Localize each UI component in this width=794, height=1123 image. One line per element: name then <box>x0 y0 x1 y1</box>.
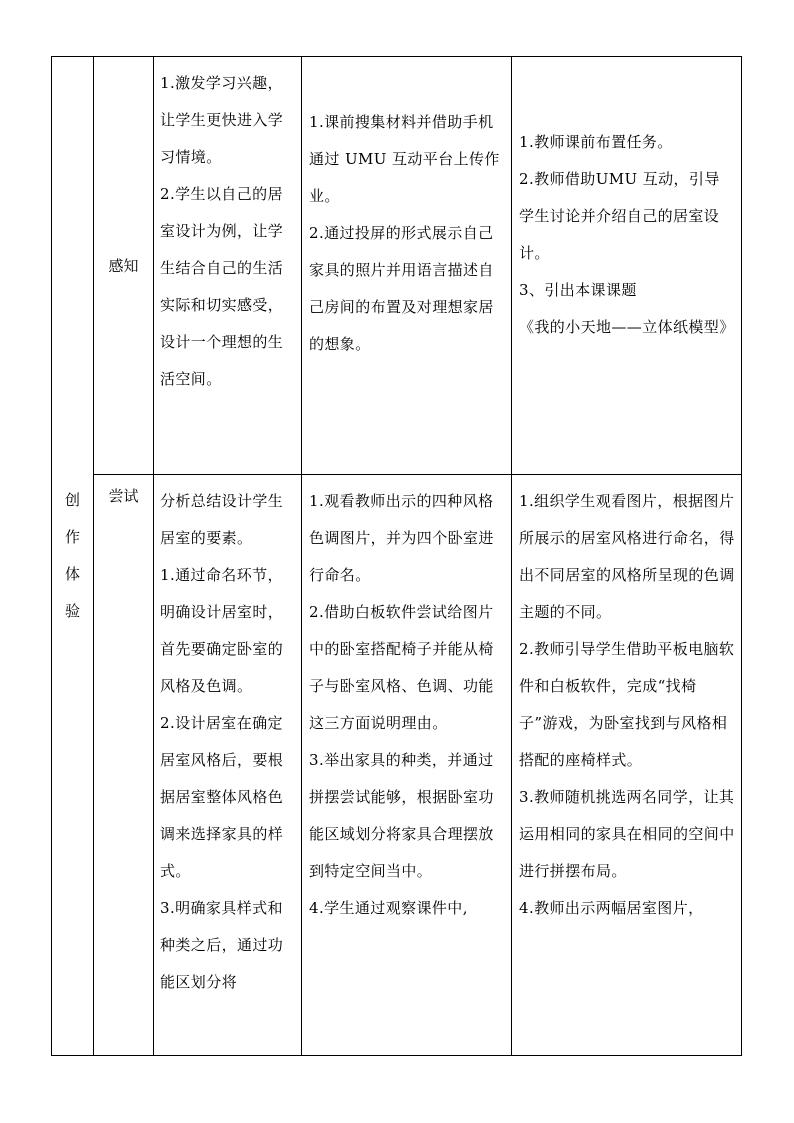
lesson-plan-table <box>51 56 742 1056</box>
student-activity-cell <box>302 475 512 1056</box>
teacher-text: 1.组织学生观看图片，根据图片所展示的居室风格进行命名，得出不同居室的风格所呈现的色调主题的不同。 <box>519 492 735 621</box>
teacher-activity-cell <box>512 475 742 1056</box>
goal-text: 1.通过命名环节，明确设计居室时，首先要确定卧室的风格及色调。 <box>160 566 284 695</box>
teacher-text: 3、引出本课课题 <box>519 281 637 299</box>
stage-char: 体 <box>64 565 80 583</box>
teacher-text: 1.教师课前布置任务。 <box>519 133 673 151</box>
phase-cell-perception <box>94 57 154 475</box>
table-row-perception <box>52 57 742 475</box>
teacher-activity-cell <box>512 57 742 475</box>
student-text: 3.举出家具的种类，并通过拼摆尝试能够，根据卧室功能区域划分将家具合理摆放到特定空间当中。 <box>309 751 494 880</box>
goal-text: 3.明确家具样式和种类之后，通过功能区划分将 <box>160 899 284 991</box>
teacher-text: 2.教师引导学生借助平板电脑软件和白板软件，完成“找椅子”游戏，为卧室找到与风格相搭配的座椅样式。 <box>519 640 735 769</box>
student-text: 2.借助白板软件尝试给图片中的卧室搭配椅子并能从椅子与卧室风格、色调、功能这三方面说明理由。 <box>309 603 494 732</box>
goal-text: 2.设计居室在确定居室风格后，要根据居室整体风格色调来选择家具的样式。 <box>160 714 284 880</box>
goal-text: 2.学生以自己的居室设计为例，让学生结合自己的生活实际和切实感受，设计一个理想的生活空间。 <box>160 185 284 388</box>
goals-cell <box>154 475 302 1056</box>
phase-cell-attempt <box>94 475 154 1056</box>
table-row-attempt <box>52 475 742 1056</box>
stage-char: 作 <box>64 528 80 546</box>
teacher-text: 《我的小天地——立体纸模型》 <box>519 318 735 336</box>
phase-label: 感知 <box>108 257 139 275</box>
student-activity-cell <box>302 57 512 475</box>
phase-label: 尝试 <box>108 487 139 505</box>
student-text: 4.学生通过观察课件中, <box>309 899 468 917</box>
student-text: 1.观看教师出示的四种风格色调图片，并为四个卧室进行命名。 <box>309 492 494 584</box>
goal-text: 1.激发学习兴趣，让学生更快进入学习情境。 <box>160 74 284 166</box>
goals-cell <box>154 57 302 475</box>
teacher-text: 3.教师随机挑选两名同学，让其运用相同的家具在相同的空间中进行拼摆布局。 <box>519 788 735 880</box>
teacher-text: 2.教师借助UMU 互动，引导学生讨论并介绍自己的居室设计。 <box>519 170 720 262</box>
stage-cell <box>52 57 94 1056</box>
student-text: 2.通过投屏的形式展示自己家具的照片并用语言描述自己房间的布置及对理想家居的想象。 <box>309 224 494 353</box>
stage-label <box>65 482 80 630</box>
stage-char: 验 <box>64 602 80 620</box>
goal-text: 分析总结设计学生居室的要素。 <box>160 492 284 547</box>
stage-char: 创 <box>64 491 80 509</box>
teacher-text: 4.教师出示两幅居室图片， <box>519 899 704 917</box>
student-text: 1.课前搜集材料并借助手机通过 UMU 互动平台上传作业。 <box>309 113 500 205</box>
